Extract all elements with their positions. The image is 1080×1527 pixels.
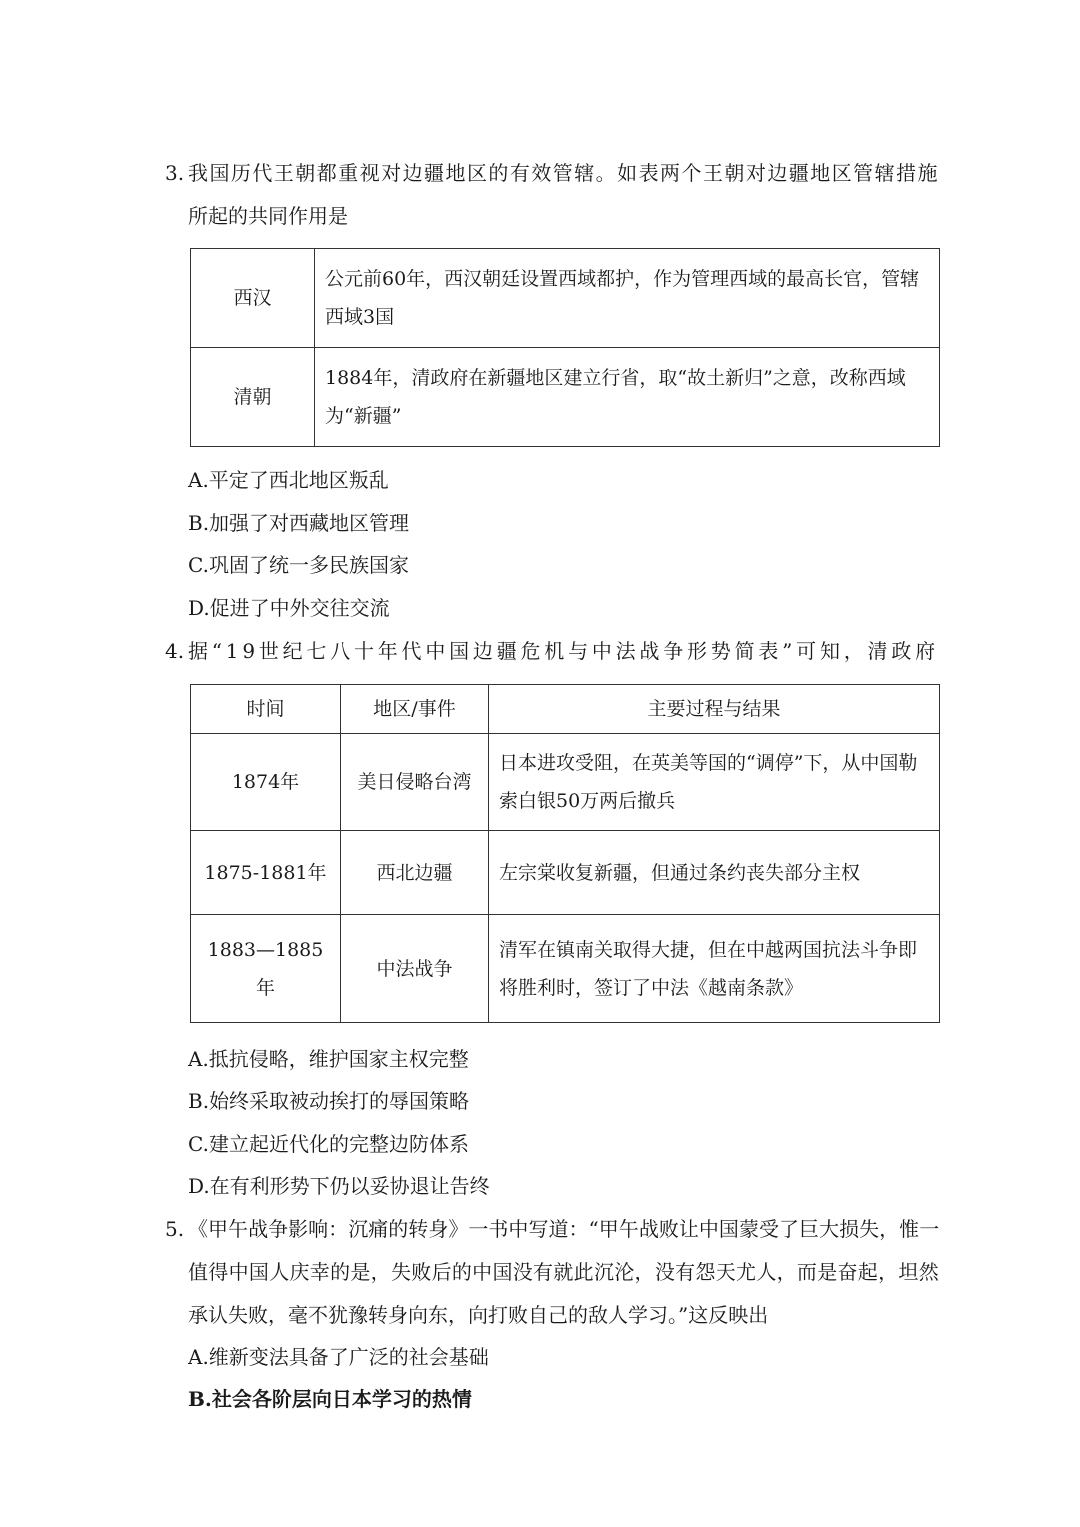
- question-number: 5.: [165, 1217, 185, 1241]
- question-stem-line: 据“19世纪七八十年代中国边疆危机与中法战争形势简表”可知，清政府: [188, 639, 939, 663]
- table-cell-event: 中法战争: [341, 915, 489, 1023]
- table-cell-result: 左宗棠收复新疆，但通过条约丧失部分主权: [489, 831, 940, 915]
- option-d: D.在有利形势下仍以妥协退让告终: [188, 1174, 490, 1198]
- table-row: [191, 734, 940, 831]
- table-cell-time: 1875-1881年: [191, 831, 341, 915]
- option-d: D.促进了中外交往交流: [188, 596, 390, 620]
- table-cell-time: 1883—1885年: [191, 915, 341, 1023]
- table-cell-dynasty: 清朝: [191, 348, 315, 447]
- table-row: [191, 915, 940, 1023]
- option-c: C.巩固了统一多民族国家: [188, 553, 409, 577]
- question-number: 4.: [165, 639, 185, 663]
- table-header-cell: 地区/事件: [341, 685, 489, 734]
- option-b: B.始终采取被动挨打的辱国策略: [188, 1089, 470, 1113]
- table-cell-time: 1874年: [191, 734, 341, 831]
- table-cell-dynasty: 西汉: [191, 249, 315, 348]
- table-cell-content: 公元前60年，西汉朝廷设置西域都护，作为管理西域的最高长官，管辖西域3国: [315, 249, 940, 348]
- table-header-row: [191, 685, 940, 734]
- table-row: [191, 348, 940, 447]
- table-header-cell: 主要过程与结果: [489, 685, 940, 734]
- table-cell-content: 1884年，清政府在新疆地区建立行省，取“故土新归”之意，改称西域为“新疆”: [315, 348, 940, 447]
- option-b: B.加强了对西藏地区管理: [188, 511, 410, 535]
- option-c: C.建立起近代化的完整边防体系: [188, 1132, 469, 1156]
- question-stem-line: 值得中国人庆幸的是，失败后的中国没有就此沉沦，没有怨天尤人，而是奋起，坦然: [188, 1260, 939, 1284]
- option-b: B.社会各阶层向日本学习的热情: [188, 1387, 472, 1411]
- table-row: [191, 831, 940, 915]
- question-stem-line: 承认失败，毫不犹豫转身向东，向打败自己的敌人学习。”这反映出: [188, 1303, 769, 1327]
- table-row: [191, 249, 940, 348]
- table-cell-result: 清军在镇南关取得大捷，但在中越两国抗法斗争即将胜利时，签订了中法《越南条款》: [489, 915, 940, 1023]
- table-header-cell: 时间: [191, 685, 341, 734]
- table-cell-result: 日本进攻受阻，在英美等国的“调停”下，从中国勒索白银50万两后撤兵: [489, 734, 940, 831]
- table-cell-event: 西北边疆: [341, 831, 489, 915]
- table-cell-event: 美日侵略台湾: [341, 734, 489, 831]
- events-table: [190, 684, 940, 1023]
- dynasty-table: [190, 248, 940, 447]
- option-a: A.抵抗侵略，维护国家主权完整: [188, 1047, 469, 1071]
- question-stem-line: 我国历代王朝都重视对边疆地区的有效管辖。如表两个王朝对边疆地区管辖措施: [188, 161, 939, 185]
- option-a: A.平定了西北地区叛乱: [188, 468, 389, 492]
- option-a: A.维新变法具备了广泛的社会基础: [188, 1345, 489, 1369]
- question-stem-line: 《甲午战争影响：沉痛的转身》一书中写道：“甲午战败让中国蒙受了巨大损失，惟一: [188, 1217, 940, 1241]
- question-number: 3.: [165, 161, 185, 185]
- question-stem-line: 所起的共同作用是: [188, 204, 348, 228]
